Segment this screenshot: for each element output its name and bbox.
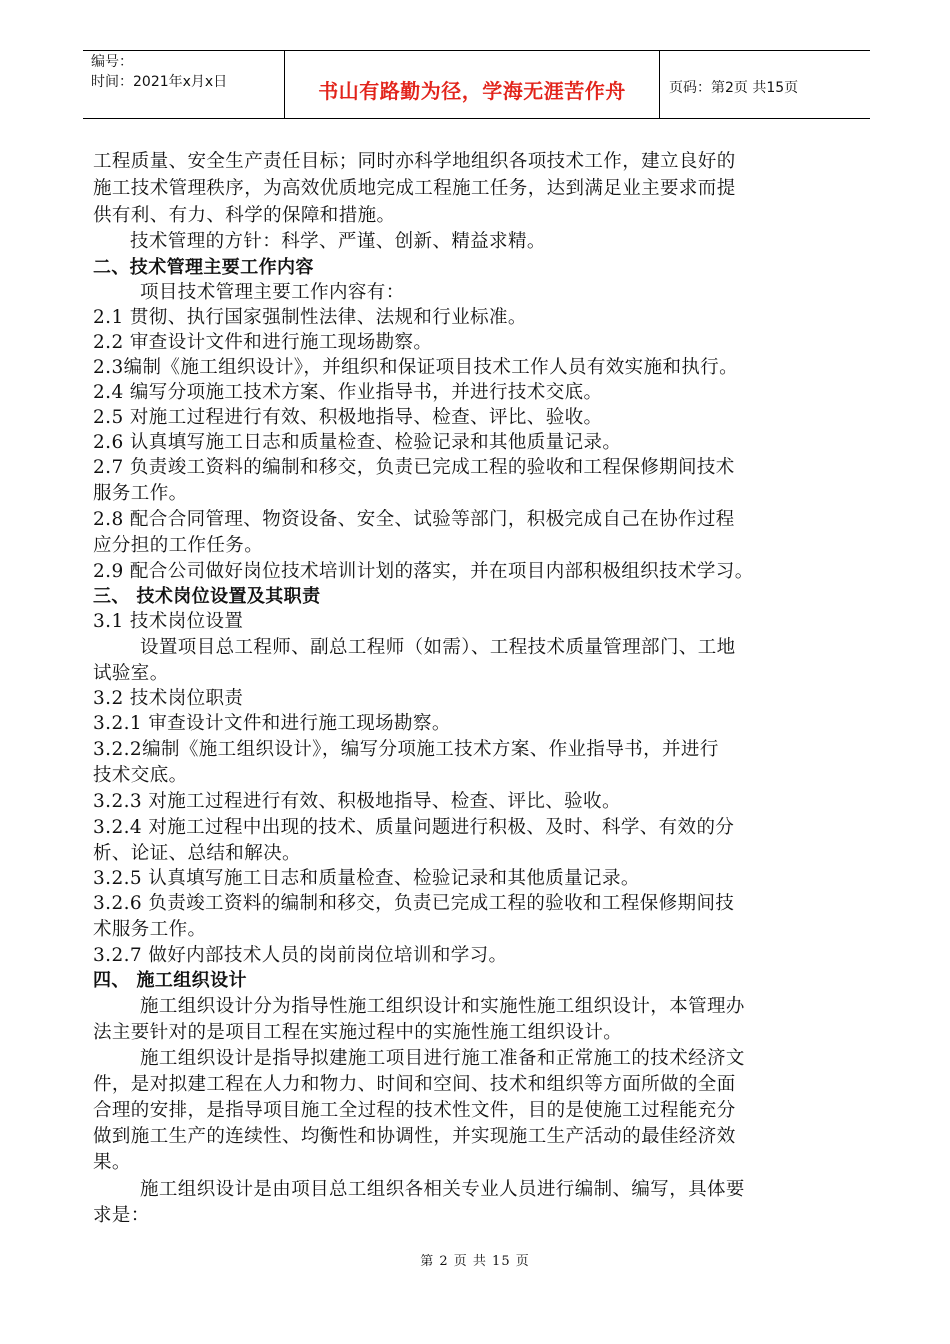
- body-line: 项目技术管理主要工作内容有：: [140, 282, 405, 303]
- body-line: 析、论证、总结和解决。: [93, 843, 301, 864]
- header-motto-cell: [284, 51, 660, 118]
- header-motto: 书山有路勤为径，学海无涯苦作舟: [318, 79, 626, 103]
- list-item: 3.2 技术岗位职责: [93, 688, 244, 709]
- list-item: 2.5 对施工过程进行有效、积极地指导、检查、评比、验收。: [93, 407, 603, 428]
- body-line: 技术管理的方针：科学、严谨、创新、精益求精。: [130, 231, 546, 252]
- list-item: 2.1 贯彻、执行国家强制性法律、法规和行业标准。: [93, 307, 527, 328]
- section-heading: 四、 施工组织设计: [93, 970, 247, 991]
- page-footer: 第 2 页 共 15 页: [420, 1254, 530, 1269]
- list-item: 3.1 技术岗位设置: [93, 611, 244, 632]
- body-line: 术服务工作。: [93, 919, 207, 940]
- body-line: 试验室。: [93, 663, 169, 684]
- body-line: 供有利、有力、科学的保障和措施。: [93, 205, 396, 226]
- body-line: 施工组织设计是指导拟建施工项目进行施工准备和正常施工的技术经济文: [140, 1048, 745, 1069]
- body-line: 件，是对拟建工程在人力和物力、时间和空间、技术和组织等方面所做的全面: [93, 1074, 736, 1095]
- document-time-label: 时间：2021年x月x日: [91, 74, 228, 90]
- body-line: 果。: [93, 1152, 131, 1173]
- body-line: 法主要针对的是项目工程在实施过程中的实施性施工组织设计。: [93, 1022, 623, 1043]
- body-line: 施工组织设计分为指导性施工组织设计和实施性施工组织设计，本管理办: [140, 996, 745, 1017]
- body-line: 合理的安排，是指导项目施工全过程的技术性文件，目的是使施工过程能充分: [93, 1100, 736, 1121]
- page-header: [83, 50, 870, 119]
- list-item: 2.6 认真填写施工日志和质量检查、检验记录和其他质量记录。: [93, 432, 622, 453]
- body-line: 工程质量、安全生产责任目标；同时亦科学地组织各项技术工作，建立良好的: [93, 151, 736, 172]
- list-item: 3.2.7 做好内部技术人员的岗前岗位培训和学习。: [93, 945, 508, 966]
- body-line: 服务工作。: [93, 483, 188, 504]
- section-heading: 二、技术管理主要工作内容: [93, 257, 314, 278]
- list-item: 3.2.6 负责竣工资料的编制和移交，负责已完成工程的验收和工程保修期间技: [93, 893, 735, 914]
- body-line: 施工技术管理秩序，为高效优质地完成工程施工任务，达到满足业主要求而提: [93, 178, 736, 199]
- header-page-cell: [659, 51, 870, 118]
- list-item: 2.3编制《施工组织设计》，并组织和保证项目技术工作人员有效实施和执行。: [93, 357, 739, 378]
- list-item: 3.2.2编制《施工组织设计》，编写分项施工技术方案、作业指导书，并进行: [93, 739, 719, 760]
- document-number-label: 编号：: [91, 54, 133, 70]
- list-item: 3.2.5 认真填写施工日志和质量检查、检验记录和其他质量记录。: [93, 868, 640, 889]
- list-item: 2.9 配合公司做好岗位技术培训计划的落实，并在项目内部积极组织技术学习。: [93, 561, 754, 582]
- body-line: 应分担的工作任务。: [93, 535, 264, 556]
- body-line: 求是：: [93, 1205, 150, 1226]
- list-item: 2.4 编写分项施工技术方案、作业指导书，并进行技术交底。: [93, 382, 603, 403]
- list-item: 2.2 审查设计文件和进行施工现场勘察。: [93, 332, 433, 353]
- header-meta: [83, 51, 283, 118]
- body-line: 施工组织设计是由项目总工组织各相关专业人员进行编制、编写，具体要: [140, 1179, 745, 1200]
- list-item: 3.2.4 对施工过程中出现的技术、质量问题进行积极、及时、科学、有效的分: [93, 817, 735, 838]
- body-line: 设置项目总工程师、副总工程师（如需）、工程技术质量管理部门、工地: [140, 637, 736, 658]
- header-page-label: 页码：第2页 共15页: [669, 80, 799, 96]
- list-item: 3.2.3 对施工过程进行有效、积极地指导、检查、评比、验收。: [93, 791, 621, 812]
- list-item: 2.7 负责竣工资料的编制和移交，负责已完成工程的验收和工程保修期间技术: [93, 457, 735, 478]
- list-item: 2.8 配合合同管理、物资设备、安全、试验等部门，积极完成自己在协作过程: [93, 509, 735, 530]
- list-item: 3.2.1 审查设计文件和进行施工现场勘察。: [93, 713, 451, 734]
- section-heading: 三、 技术岗位设置及其职责: [93, 586, 321, 607]
- body-line: 技术交底。: [93, 765, 188, 786]
- body-line: 做到施工生产的连续性、均衡性和协调性，并实现施工生产活动的最佳经济效: [93, 1126, 736, 1147]
